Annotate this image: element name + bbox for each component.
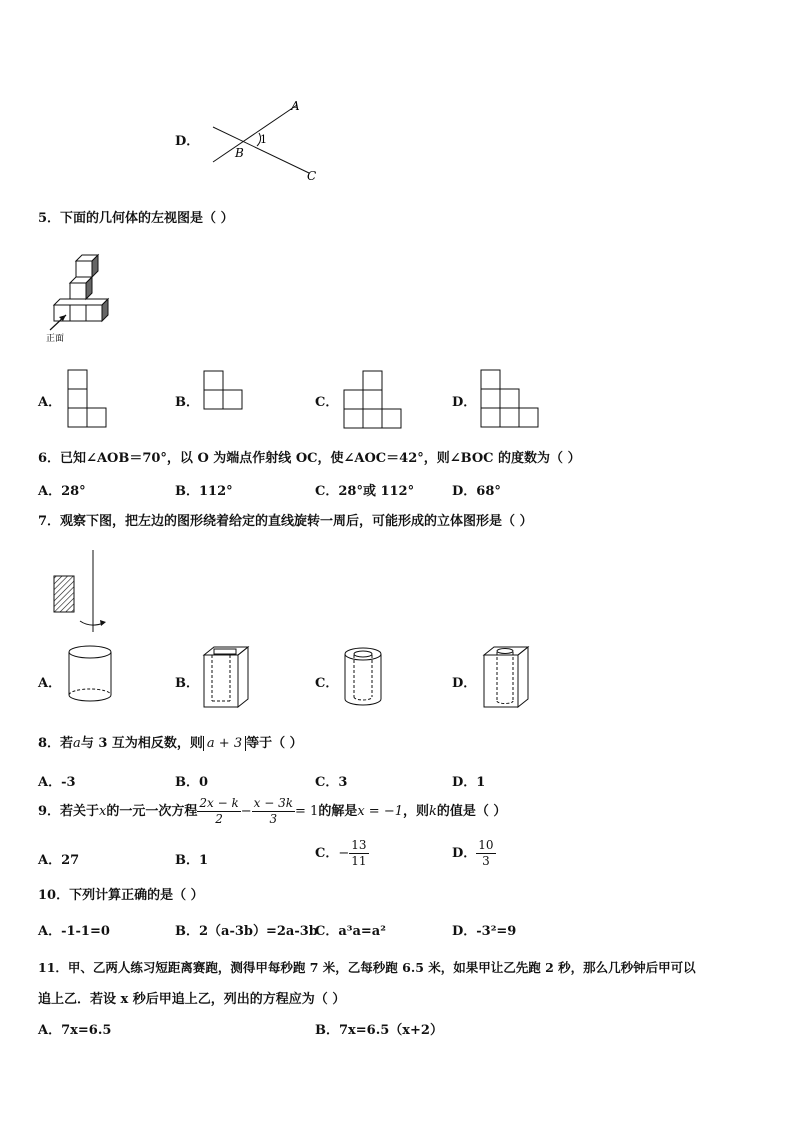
q5-option-b-figure	[203, 370, 245, 412]
q5-option-d-label: D．	[452, 395, 477, 410]
q8-stem	[38, 732, 303, 751]
q6-option-d: D．68°	[452, 484, 501, 499]
q9-minus: −	[240, 804, 252, 819]
q9-comma: ，则	[403, 804, 430, 819]
q5-option-c-label: C．	[315, 395, 339, 410]
q11-option-a: A．7x=6.5	[38, 1023, 112, 1038]
q9-equals: = 1	[295, 804, 319, 819]
q7-option-b-label: B．	[175, 676, 199, 691]
q8-prefix: 8．若	[38, 736, 74, 751]
q7-option-d-label: D．	[452, 676, 477, 691]
q9-fraction-1: $\frac{2x - k}{2}$	[199, 796, 239, 826]
q9-middle: 的一元一次方程	[106, 804, 198, 819]
point-c-label: C	[307, 169, 317, 183]
q10-option-a: A．-1-1=0	[38, 924, 110, 939]
q8-option-a: A．-3	[38, 775, 76, 790]
q5-option-b-label: B．	[175, 395, 199, 410]
q7-option-c-tube	[342, 645, 386, 709]
q11-option-b: B．7x=6.5（x+2）	[315, 1023, 443, 1038]
q5-option-d-figure	[480, 369, 542, 429]
q6-option-b: B．112°	[175, 484, 233, 499]
q8-option-c: C．3	[315, 775, 348, 790]
q7-option-d-box	[482, 645, 532, 711]
q11-stem-line2: 追上乙．若设 x 秒后甲追上乙，列出的方程应为（ ）	[38, 992, 346, 1007]
q9-fraction-2: $\frac{x - 3k}{3}$	[253, 796, 294, 826]
q7-option-a-label: A．	[38, 676, 62, 691]
q6-option-c: C．28°或 112°	[315, 484, 415, 499]
q7-rotation-figure	[50, 548, 120, 634]
q9-option-a: A．27	[38, 853, 80, 868]
q9-stem	[38, 796, 506, 827]
q9-var-x: x	[99, 804, 107, 819]
q7-option-b-box	[202, 645, 252, 711]
q10-option-c: C．a³a=a²	[315, 924, 386, 939]
q9-sol-text: 的解是	[318, 804, 358, 819]
q7-option-c-label: C．	[315, 676, 339, 691]
q9-suffix: 的值是（ ）	[436, 804, 507, 819]
q8-middle: 与 3 互为相反数，则	[80, 736, 203, 751]
q8-abs-expression: a + 3	[203, 736, 246, 751]
q8-var-a: a	[73, 736, 81, 751]
q9-option-b: B．1	[175, 853, 209, 868]
q7-option-a-cylinder	[66, 643, 116, 705]
q10-option-d: D．-3²=9	[452, 924, 517, 939]
q6-stem: 6．已知∠AOB＝70°，以 O 为端点作射线 OC，使∠AOC＝42°，则∠BOC 的度数为（ ）	[38, 451, 581, 466]
q9-option-c: C．− $\frac{13}{11}$	[315, 838, 367, 868]
q5-stem: 5．下面的几何体的左视图是（ ）	[38, 211, 234, 226]
q5-front-label: 正面	[46, 334, 65, 344]
q6-option-a: A．28°	[38, 484, 86, 499]
q9-solution: x = −1	[357, 804, 403, 819]
q9-prefix: 9．若关于	[38, 804, 100, 819]
point-a-label: A	[291, 99, 300, 113]
q4-option-d-figure	[205, 95, 325, 185]
q8-option-d: D．1	[452, 775, 486, 790]
q9-var-k: k	[429, 804, 437, 819]
q8-suffix: 等于（ ）	[246, 736, 303, 751]
q9-option-d: D． $\frac{10}{3}$	[452, 838, 494, 868]
angle-1-label: 1	[260, 133, 267, 146]
q5-option-a-label: A．	[38, 395, 62, 410]
q11-stem-line1: 11．甲、乙两人练习短距离赛跑，测得甲每秒跑 7 米，乙每秒跑 6.5 米，如果甲让乙先跑 2 秒，那么几秒钟后甲可以	[38, 960, 696, 975]
q5-option-a-figure	[67, 369, 109, 429]
point-b-label: B	[235, 146, 244, 160]
q10-option-b: B．2（a-3b）=2a-3b	[175, 924, 318, 939]
q4-option-d-label: D．	[175, 134, 200, 149]
q5-solid-figure	[44, 250, 114, 345]
q10-stem: 10．下列计算正确的是（ ）	[38, 888, 204, 903]
q7-stem: 7．观察下图，把左边的图形绕着给定的直线旋转一周后，可能形成的立体图形是（ ）	[38, 514, 533, 529]
q8-option-b: B．0	[175, 775, 209, 790]
q5-option-c-figure	[343, 370, 403, 430]
